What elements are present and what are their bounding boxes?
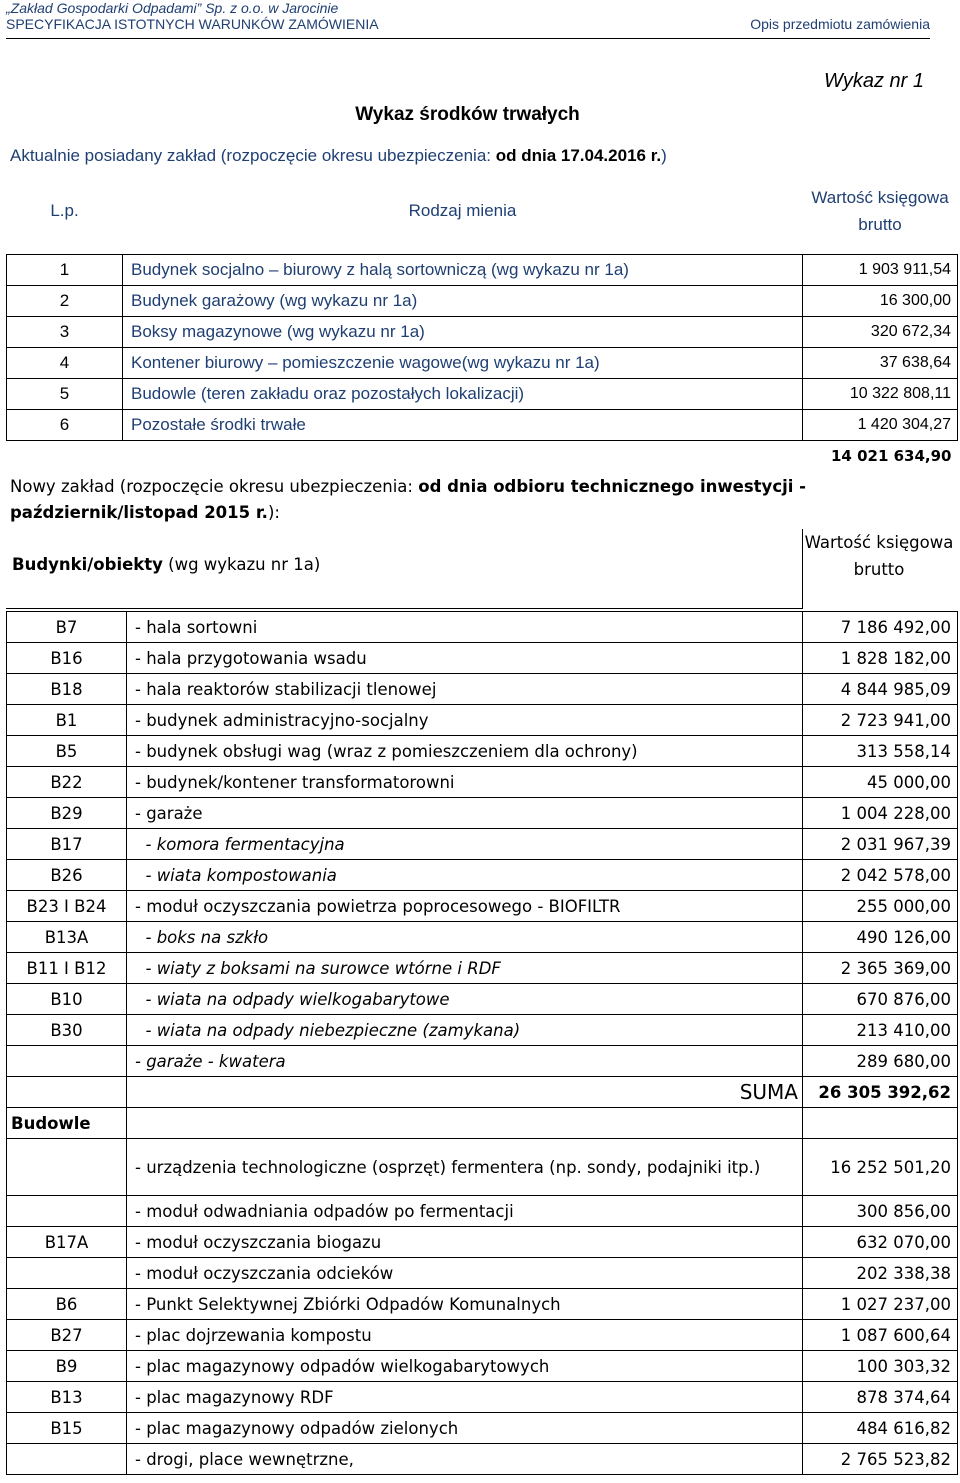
object-code xyxy=(7,1046,127,1077)
intro-end: ) xyxy=(661,146,667,165)
table-row xyxy=(7,1258,958,1289)
col-header-lp: L.p. xyxy=(50,200,79,220)
asset-value: 1 903 911,54 xyxy=(803,254,958,285)
object-desc: - Punkt Selektywnej Zbiórki Odpadów Komunalnych xyxy=(127,1289,803,1320)
table-row xyxy=(7,984,958,1015)
object-code: B13A xyxy=(7,922,127,953)
table-row xyxy=(7,1289,958,1320)
object-desc: - hala sortowni xyxy=(127,612,803,643)
row-number: 6 xyxy=(7,409,123,440)
table-row xyxy=(7,1444,958,1475)
object-value: 300 856,00 xyxy=(803,1196,958,1227)
table-row xyxy=(7,1139,958,1196)
object-value: 490 126,00 xyxy=(803,922,958,953)
table-row xyxy=(7,409,958,440)
object-code: B6 xyxy=(7,1289,127,1320)
object-code: B13 xyxy=(7,1382,127,1413)
object-code: B18 xyxy=(7,674,127,705)
object-value: 1 828 182,00 xyxy=(803,643,958,674)
object-value: 2 042 578,00 xyxy=(803,860,958,891)
section-title: Opis przedmiotu zamówienia xyxy=(750,16,930,32)
col-header-kind: Rodzaj mienia xyxy=(408,200,517,220)
table-row xyxy=(7,1015,958,1046)
row-number: 4 xyxy=(7,347,123,378)
table-row xyxy=(7,767,958,798)
table-row xyxy=(7,316,958,347)
object-code: B5 xyxy=(7,736,127,767)
object-code xyxy=(7,1139,127,1196)
object-value: 632 070,00 xyxy=(803,1227,958,1258)
object-desc: - moduł oczyszczania powietrza poprocesowego - BIOFILTR xyxy=(127,891,803,922)
object-desc: - moduł oczyszczania biogazu xyxy=(127,1227,803,1258)
new-plant-intro-end: ): xyxy=(267,503,280,522)
asset-name: Budynek garażowy (wg wykazu nr 1a) xyxy=(123,285,803,316)
object-code: B17A xyxy=(7,1227,127,1258)
sum-row xyxy=(7,1077,958,1108)
table-row xyxy=(7,347,958,378)
object-value: 289 680,00 xyxy=(803,1046,958,1077)
object-desc: - garaże xyxy=(127,798,803,829)
object-code: B17 xyxy=(7,829,127,860)
object-code: B26 xyxy=(7,860,127,891)
object-code: B15 xyxy=(7,1413,127,1444)
object-value: 878 374,64 xyxy=(803,1382,958,1413)
object-code: B7 xyxy=(7,612,127,643)
object-desc: - moduł odwadniania odpadów po fermentacji xyxy=(127,1196,803,1227)
object-code: B30 xyxy=(7,1015,127,1046)
list-number: Wykaz nr 1 xyxy=(823,70,924,92)
table-row xyxy=(7,1320,958,1351)
object-desc: - hala reaktorów stabilizacji tlenowej xyxy=(127,674,803,705)
object-code: B10 xyxy=(7,984,127,1015)
table-row xyxy=(7,612,958,643)
buildings-heading-rest: (wg wykazu nr 1a) xyxy=(162,555,321,574)
table-row xyxy=(7,829,958,860)
object-code: B22 xyxy=(7,767,127,798)
object-value: 484 616,82 xyxy=(803,1413,958,1444)
object-desc: - wiata na odpady wielkogabarytowe xyxy=(127,984,803,1015)
object-value: 2 765 523,82 xyxy=(803,1444,958,1475)
object-code xyxy=(7,1444,127,1475)
object-desc: - budynek/kontener transformatorowni xyxy=(127,767,803,798)
object-desc: - wiata na odpady niebezpieczne (zamykana) xyxy=(127,1015,803,1046)
object-value: 213 410,00 xyxy=(803,1015,958,1046)
total-value: 14 021 634,90 xyxy=(830,446,952,465)
structures-heading-row xyxy=(7,1108,958,1139)
object-value: 7 186 492,00 xyxy=(803,612,958,643)
buildings-heading-bold: Budynki/obiekty xyxy=(12,555,163,574)
asset-name: Budynek socjalno – biurowy z halą sortowniczą (wg wykazu nr 1a) xyxy=(123,254,803,285)
table-row xyxy=(7,1046,958,1077)
table-row xyxy=(7,860,958,891)
intro-text: Aktualnie posiadany zakład (rozpoczęcie okresu ubezpieczenia: xyxy=(10,146,496,165)
object-code: B1 xyxy=(7,705,127,736)
object-desc: - wiata kompostowania xyxy=(127,860,803,891)
object-desc: - komora fermentacyjna xyxy=(127,829,803,860)
asset-name: Pozostałe środki trwałe xyxy=(123,409,803,440)
object-code: B16 xyxy=(7,643,127,674)
object-code: B27 xyxy=(7,1320,127,1351)
object-desc: - wiaty z boksami na surowce wtórne i RDF xyxy=(127,953,803,984)
object-value: 2 365 369,00 xyxy=(803,953,958,984)
table-row xyxy=(7,922,958,953)
object-value: 1 004 228,00 xyxy=(803,798,958,829)
object-code: B11 I B12 xyxy=(7,953,127,984)
object-value: 45 000,00 xyxy=(803,767,958,798)
structures-label: Budowle xyxy=(7,1108,127,1139)
buildings-heading xyxy=(12,555,320,574)
object-desc: - hala przygotowania wsadu xyxy=(127,643,803,674)
table-row xyxy=(7,798,958,829)
object-value: 2 031 967,39 xyxy=(803,829,958,860)
object-value: 670 876,00 xyxy=(803,984,958,1015)
object-desc: - moduł oczyszczania odcieków xyxy=(127,1258,803,1289)
object-value: 16 252 501,20 xyxy=(803,1139,958,1196)
current-assets-table xyxy=(6,168,958,471)
new-plant-intro-date: od dnia odbioru technicznego inwestycji - październik/listopad 2015 r. xyxy=(10,477,807,522)
asset-name: Kontener biurowy – pomieszczenie wagowe(wg wykazu nr 1a) xyxy=(123,347,803,378)
object-value: 2 723 941,00 xyxy=(803,705,958,736)
row-number: 5 xyxy=(7,378,123,409)
object-desc: - budynek administracyjno-socjalny xyxy=(127,705,803,736)
asset-value: 16 300,00 xyxy=(803,285,958,316)
page-title: Wykaz środków trwałych xyxy=(355,104,580,125)
col-header-value: Wartość księgowa brutto xyxy=(811,187,949,234)
row-number: 1 xyxy=(7,254,123,285)
table-row xyxy=(7,643,958,674)
object-desc: - drogi, place wewnętrzne, xyxy=(127,1444,803,1475)
table-row xyxy=(7,674,958,705)
table-row xyxy=(7,1413,958,1444)
object-value: 1 087 600,64 xyxy=(803,1320,958,1351)
object-desc: - garaże - kwatera xyxy=(127,1046,803,1077)
object-value: 255 000,00 xyxy=(803,891,958,922)
object-desc: - plac dojrzewania kompostu xyxy=(127,1320,803,1351)
object-code xyxy=(7,1196,127,1227)
object-code: B9 xyxy=(7,1351,127,1382)
current-plant-intro xyxy=(10,146,667,166)
table-row xyxy=(7,736,958,767)
asset-name: Boksy magazynowe (wg wykazu nr 1a) xyxy=(123,316,803,347)
object-code xyxy=(7,1258,127,1289)
object-value: 313 558,14 xyxy=(803,736,958,767)
row-number: 2 xyxy=(7,285,123,316)
table-row xyxy=(7,1351,958,1382)
table-row xyxy=(7,705,958,736)
table-row xyxy=(7,1227,958,1258)
object-value: 4 844 985,09 xyxy=(803,674,958,705)
table-row xyxy=(7,254,958,285)
object-value: 1 027 237,00 xyxy=(803,1289,958,1320)
object-value: 100 303,32 xyxy=(803,1351,958,1382)
table-row xyxy=(7,285,958,316)
new-plant-intro-text: Nowy zakład (rozpoczęcie okresu ubezpieczenia: xyxy=(10,477,419,496)
object-desc: - urządzenia technologiczne (osprzęt) fermentera (np. sondy, podajniki itp.) xyxy=(127,1139,803,1196)
buildings-heading-box xyxy=(6,529,803,609)
asset-value: 10 322 808,11 xyxy=(803,378,958,409)
object-desc: - plac magazynowy odpadów zielonych xyxy=(127,1413,803,1444)
table-row xyxy=(7,1196,958,1227)
spec-title: SPECYFIKACJA ISTOTNYCH WARUNKÓW ZAMÓWIENIA xyxy=(6,16,379,32)
asset-value: 320 672,34 xyxy=(803,316,958,347)
asset-value: 1 420 304,27 xyxy=(803,409,958,440)
document-header xyxy=(6,16,930,39)
company-name: „Zakład Gospodarki Odpadami” Sp. z o.o. w Jarocinie xyxy=(6,0,339,16)
table-row xyxy=(7,891,958,922)
object-desc: - plac magazynowy odpadów wielkogabarytowych xyxy=(127,1351,803,1382)
table-header-row xyxy=(7,168,958,254)
table-row xyxy=(7,378,958,409)
object-desc: - plac magazynowy RDF xyxy=(127,1382,803,1413)
object-code: B29 xyxy=(7,798,127,829)
object-desc: - boks na szkło xyxy=(127,922,803,953)
table-row xyxy=(7,1382,958,1413)
intro-date: od dnia 17.04.2016 r. xyxy=(495,146,662,165)
sum-label: SUMA xyxy=(127,1077,803,1108)
object-value: 202 338,38 xyxy=(803,1258,958,1289)
new-plant-intro xyxy=(10,474,850,526)
object-desc: - budynek obsługi wag (wraz z pomieszczeniem dla ochrony) xyxy=(127,736,803,767)
asset-name: Budowle (teren zakładu oraz pozostałych lokalizacji) xyxy=(123,378,803,409)
total-row xyxy=(7,440,958,471)
buildings-value-header: Wartość księgowa brutto xyxy=(804,533,954,579)
asset-value: 37 638,64 xyxy=(803,347,958,378)
row-number: 3 xyxy=(7,316,123,347)
object-code: B23 I B24 xyxy=(7,891,127,922)
table-row xyxy=(7,953,958,984)
new-plant-table xyxy=(6,611,958,1475)
sum-value: 26 305 392,62 xyxy=(803,1077,958,1108)
